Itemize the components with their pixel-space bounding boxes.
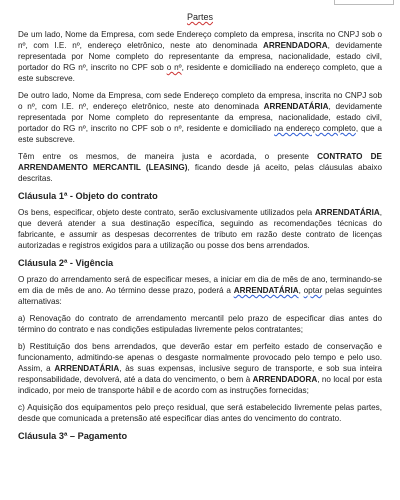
header-box <box>334 0 394 5</box>
clause-1-paragraph: Os bens, especificar, objeto deste contrato, serão exclusivamente utilizados pela ARRENDATÁRIA, que deverá atender a sua destinação específica, seguindo as recomendações técnicas do fabricante, e assumir as despesas decorrentes de tributo em razão deste contrato de licenças autorizadas e registros exigidos para a utilização ou posse dos bens arrendados. <box>18 208 382 250</box>
clause-2-item-a: a) Renovação do contrato de arrendamento mercantil pelo prazo de especificar dias antes do término do contrato e nas condições estipuladas livremente pelos contratantes; <box>18 314 382 334</box>
clause-2-item-b: b) Restituição dos bens arrendados, que deverão estar em perfeito estado de conservação e funcionamento, admitindo-se apenas o desgaste normalmente provocado pelo tempo e pelo uso. Assim, a ARRENDATÁRIA, às suas expensas, inclusive seguro de transporte, e sob sua inteira responsabilidade, devolverá, até a data do vencimento, o bem à ARRENDADORA, no local por esta indicado, por meio de transporte hábil e de acordo com as instruções fornecidas; <box>18 342 382 395</box>
agreement-paragraph: Têm entre os mesmos, de maneira justa e acordada, o presente CONTRATO DE ARRENDAMENTO MERCANTIL (LEASING), ficando desde já aceito, pelas cláusulas abaixo descritas. <box>18 152 382 183</box>
clause-1-heading: Cláusula 1ª - Objeto do contrato <box>18 191 158 201</box>
clause-2-heading: Cláusula 2ª - Vigência <box>18 258 114 268</box>
clause-2-intro: O prazo do arrendamento será de especificar meses, a iniciar em dia de mês de ano, terminando-se em dia de mês de ano. Ao término desse prazo, poderá a ARRENDATÁRIA, optar pelas seguintes alternativas: <box>18 275 383 306</box>
section-title: Partes <box>186 12 213 22</box>
document-page <box>18 12 382 447</box>
party-arrendataria-paragraph: De outro lado, Nome da Empresa, com sede Endereço completo da empresa, inscrita no CNPJ sob o nº, com I.E. nº, endereço eletrônico, neste ato denominada ARRENDATÁRIA, devidamente representada por Nome completo do representante da empresa, nacionalidade, estado civil, portador do RG nº, inscrito no CPF sob o nº, residente e domiciliado na endereço completo, que a este subscreve. <box>18 91 382 144</box>
clause-2-item-c: c) Aquisição dos equipamentos pelo preço residual, que será estabelecido livremente pelas partes, desde que comunicada a pretensão até especificar dias antes do vencimento do contrato. <box>18 403 382 423</box>
clause-3-heading: Cláusula 3ª – Pagamento <box>18 431 128 441</box>
party-arrendadora-paragraph: De um lado, Nome da Empresa, com sede Endereço completo da empresa, inscrita no CNPJ sob o nº, com I.E. nº, endereço eletrônico, neste ato denominada ARRENDADORA, devidamente representada por Nome completo do representante da empresa, nacionalidade, estado civil, portador do RG nº, inscrito no CPF sob o nº, residente e domiciliado na endereço completo, que a este subscreve. <box>18 30 382 83</box>
